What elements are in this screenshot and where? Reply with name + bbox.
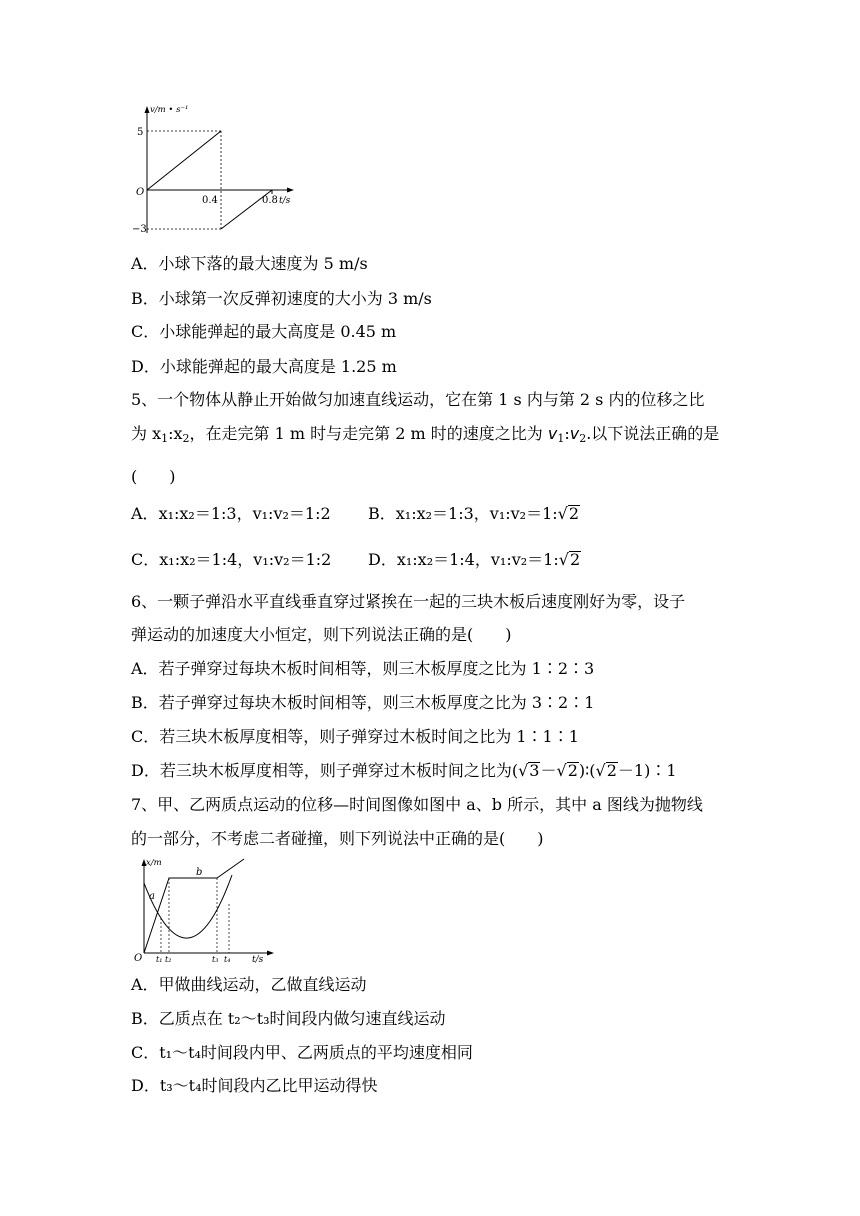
t2-label: t₂: [165, 955, 172, 964]
velocity-time-graph: [130, 100, 300, 240]
q7-option-d: D．t₃～t₄时间段内乙比甲运动得快: [131, 1076, 378, 1095]
q5-option-d: D．x₁:x₂＝1:4，v₁:v₂＝1:√2: [368, 550, 581, 569]
q5-answer-paren: ( ): [131, 467, 176, 486]
x-tick-0.8: 0.8: [262, 195, 278, 206]
q5-option-a: A．x₁:x₂＝1:3，v₁:v₂＝1:2: [131, 504, 331, 523]
x-axis-label: t/s: [252, 955, 264, 965]
t1-label: t₁: [156, 955, 163, 964]
q7-stem-line1: 7、甲、乙两质点运动的位移—时间图像如图中 a、b 所示，其中 a 图线为抛物线: [131, 795, 703, 814]
q6-stem-line2: 弹运动的加速度大小恒定，则下列说法正确的是( ): [131, 625, 512, 644]
y-axis-label: v/m • s⁻¹: [150, 105, 189, 115]
q6-option-c: C．若三块木板厚度相等，则子弹穿过木板时间之比为 1∶1∶1: [131, 727, 579, 746]
curve-a-label: a: [149, 891, 155, 902]
q7-stem-line2: 的一部分，不考虑二者碰撞，则下列说法中正确的是( ): [131, 829, 544, 848]
origin-label: O: [136, 187, 145, 198]
curve-b-label: b: [196, 867, 203, 878]
x-axis-label: t/s: [279, 196, 291, 206]
q4-option-c: C．小球能弹起的最大高度是 0.45 m: [131, 322, 397, 341]
q7-option-b: B．乙质点在 t₂～t₃时间段内做匀速直线运动: [131, 1009, 446, 1028]
y-tick-5: 5: [137, 127, 144, 138]
t3-label: t₃: [212, 955, 219, 964]
q6-option-d: D．若三块木板厚度相等，则子弹穿过木板时间之比为(√3－√2)∶(√2－1)∶1: [131, 761, 677, 780]
position-time-graph: [128, 855, 278, 965]
q5-option-b: B．x₁:x₂＝1:3，v₁:v₂＝1:√2: [368, 504, 580, 523]
t4-label: t₄: [224, 955, 231, 964]
q6-option-b: B．若子弹穿过每块木板时间相等，则三木板厚度之比为 3∶2∶1: [131, 693, 595, 712]
q4-option-d: D．小球能弹起的最大高度是 1.25 m: [131, 357, 397, 376]
origin-label: O: [134, 953, 143, 964]
q6-stem-line1: 6、一颗子弹沿水平直线垂直穿过紧挨在一起的三块木板后速度刚好为零，设子: [131, 592, 686, 611]
y-axis-label: x/m: [146, 858, 162, 868]
q6-option-a: A．若子弹穿过每块木板时间相等，则三木板厚度之比为 1∶2∶3: [131, 659, 595, 678]
q4-option-b: B．小球第一次反弹初速度的大小为 3 m/s: [131, 289, 432, 308]
q7-option-c: C．t₁～t₄时间段内甲、乙两质点的平均速度相同: [131, 1043, 473, 1062]
x-tick-0.4: 0.4: [202, 195, 218, 206]
y-tick-neg3: −3: [132, 224, 147, 235]
q5-stem-line2: 为 $x_1:x_2$，在走完第 1 m 时与走完第 2 m 时的速度之比为 $v_1:v_2$.以下说法正确的是: [131, 424, 720, 445]
q5-stem-line1: 5、一个物体从静止开始做匀加速直线运动，它在第 1 s 内与第 2 s 内的位移之比: [131, 390, 705, 409]
q5-option-c: C．x₁:x₂＝1:4，v₁:v₂＝1:2: [131, 550, 332, 569]
q7-option-a: A．甲做曲线运动，乙做直线运动: [131, 975, 367, 994]
q4-option-a: A．小球下落的最大速度为 5 m/s: [131, 254, 368, 273]
